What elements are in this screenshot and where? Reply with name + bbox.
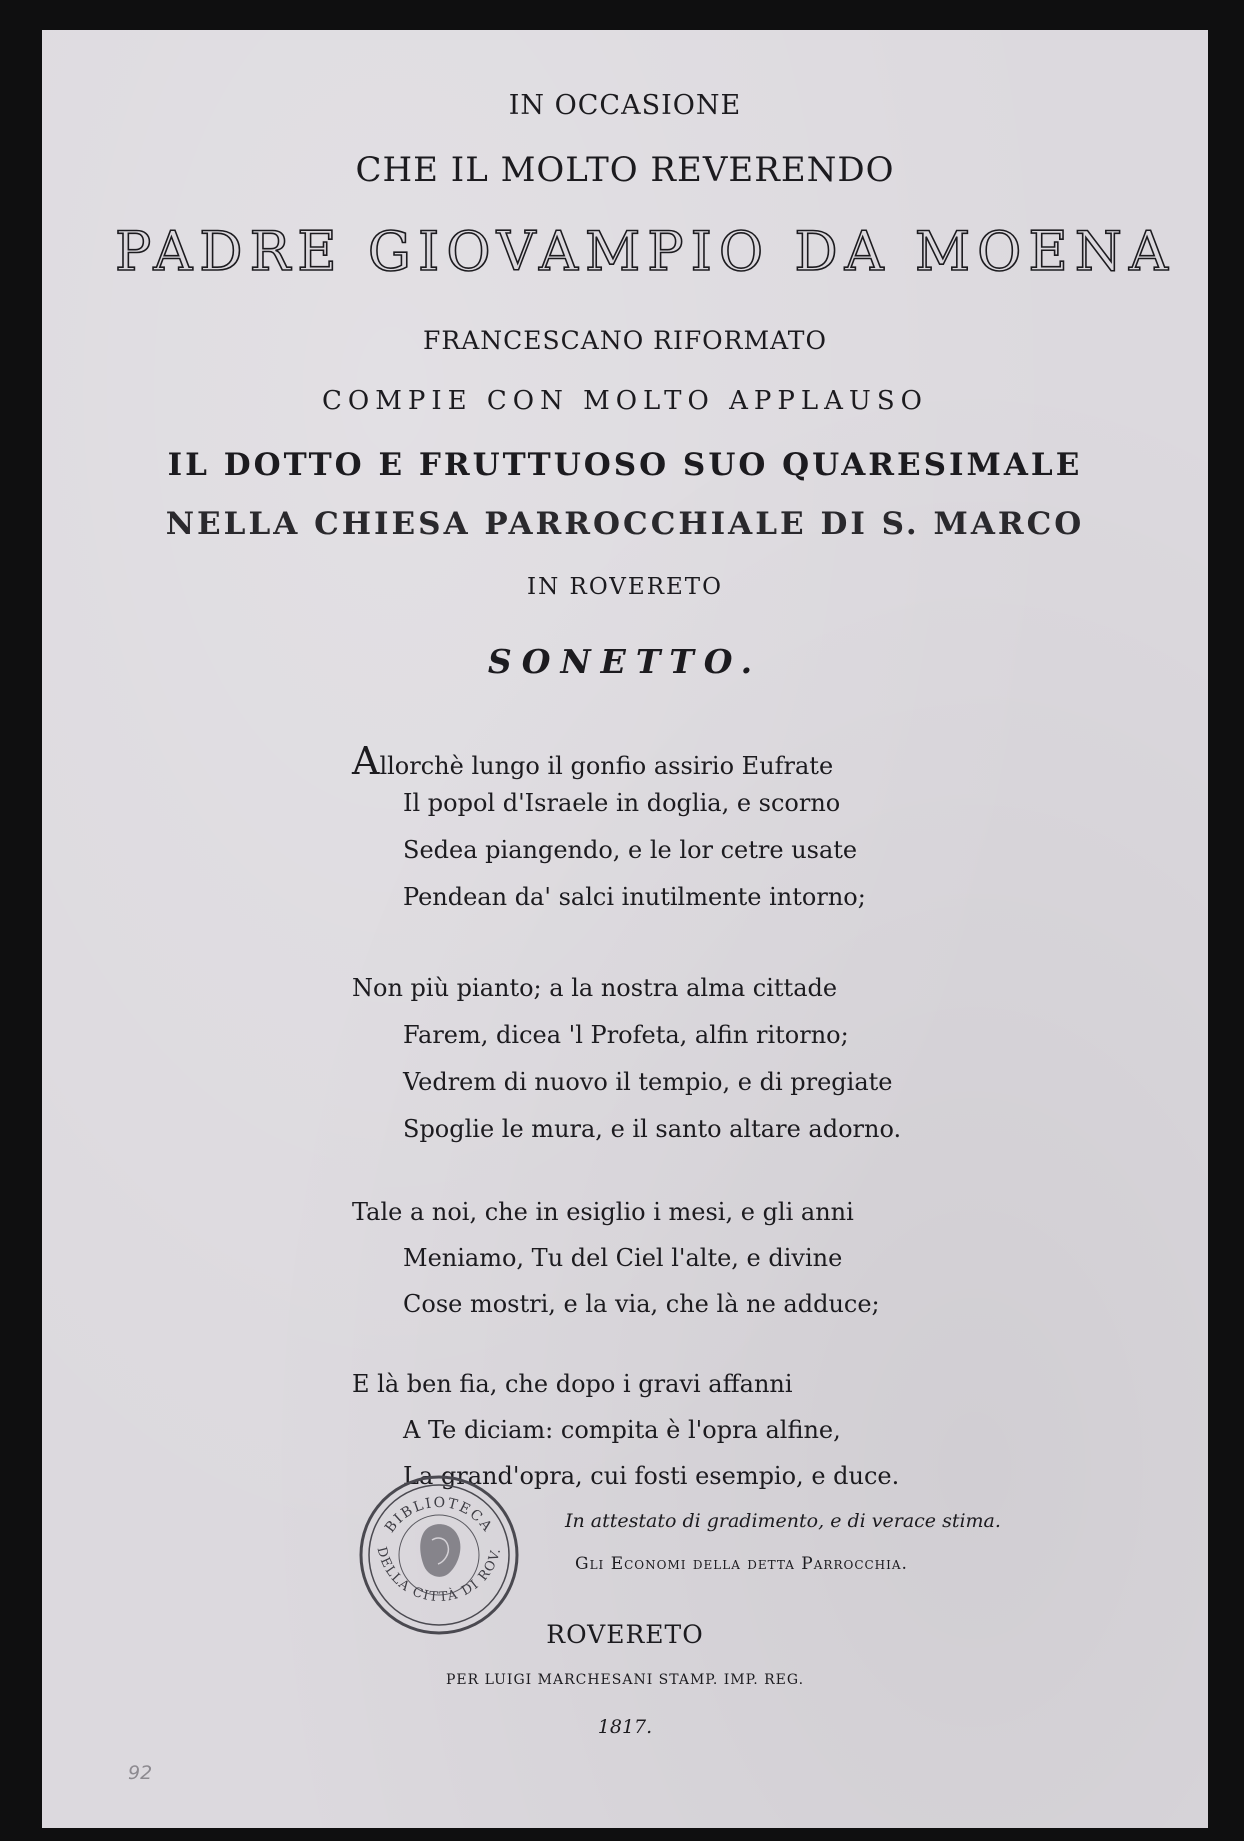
svg-text:BIBLIOTECA: BIBLIOTECA <box>382 1494 496 1536</box>
poem-line: Il popol d'Israele in doglia, e scorno <box>403 789 841 817</box>
pencil-note: 92 <box>128 1762 153 1784</box>
poem-line: Tale a noi, che in esiglio i mesi, e gli anni <box>352 1198 854 1226</box>
broadside-sheet <box>42 30 1208 1828</box>
poem-line: La grand'opra, cui fosti esempio, e duce. <box>403 1462 900 1490</box>
drop-cap: A <box>352 739 380 783</box>
poem-line: Non più pianto; a la nostra alma cittade <box>352 974 838 1002</box>
heading-line-5: COMPIE CON MOLTO APPLAUSO <box>322 386 928 416</box>
heading-line-8: IN ROVERETO <box>527 574 723 600</box>
poem-line: Sedea piangendo, e le lor cetre usate <box>403 836 858 864</box>
library-stamp-seal <box>354 1470 524 1640</box>
heading-name: PADRE GIOVAMPIO DA MOENA <box>114 220 1176 283</box>
imprint-city: ROVERETO <box>546 1620 704 1649</box>
poem-line: A Te diciam: compita è l'opra alfine, <box>403 1416 841 1444</box>
svg-text:DELLA CITTÀ DI ROV.: DELLA CITTÀ DI ROV. <box>373 1545 505 1606</box>
imprint-printer: PER LUIGI MARCHESANI STAMP. IMP. REG. <box>445 1672 805 1688</box>
poem-line: Meniamo, Tu del Ciel l'alte, e divine <box>403 1244 843 1272</box>
attestation-line: In attestato di gradimento, e di verace stima. <box>565 1510 1001 1532</box>
poem-line: Vedrem di nuovo il tempio, e di pregiate <box>403 1068 893 1096</box>
heading-line-4: FRANCESCANO RIFORMATO <box>423 326 827 355</box>
imprint-year: 1817. <box>597 1716 653 1738</box>
poem-line: E là ben fia, che dopo i gravi affanni <box>352 1370 793 1398</box>
heading-line-1: IN OCCASIONE <box>508 90 742 121</box>
poem-line: Allorchè lungo il gonfio assirio Eufrate <box>352 739 834 783</box>
heading-line-7: NELLA CHIESA PARROCCHIALE DI S. MARCO <box>165 506 1085 542</box>
poem-line: Cose mostri, e la via, che là ne adduce; <box>403 1290 880 1318</box>
heading-line-6: IL DOTTO E FRUTTUOSO SUO QUARESIMALE <box>167 447 1083 483</box>
poem-line: Pendean da' salci inutilmente intorno; <box>403 883 866 911</box>
signatories-line: Gli Economi della detta Parrocchia. <box>575 1554 908 1574</box>
poem-line: Farem, dicea 'l Profeta, alfin ritorno; <box>403 1021 849 1049</box>
heading-line-2: CHE IL MOLTO REVERENDO <box>355 150 895 190</box>
poem-line: Spoglie le mura, e il santo altare adorno. <box>403 1115 902 1143</box>
poem-title: SONETTO. <box>487 642 763 681</box>
